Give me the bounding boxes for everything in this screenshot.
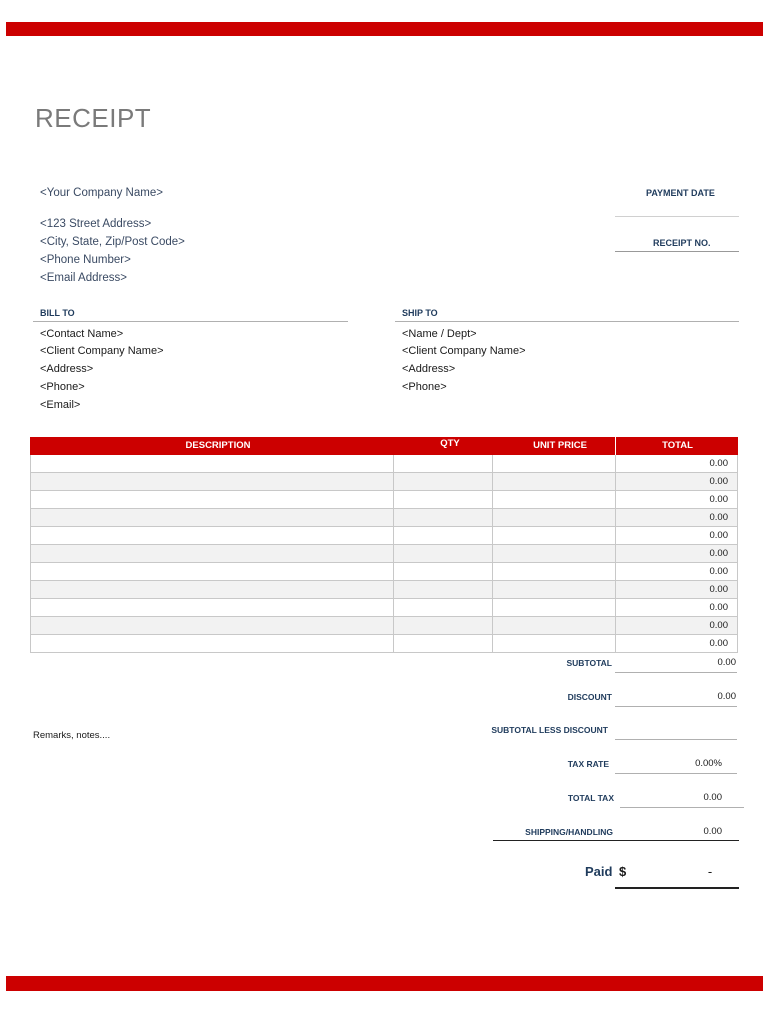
ship-to-phone: <Phone>: [402, 381, 447, 393]
cell-qty[interactable]: [393, 563, 492, 581]
cell-unit-price[interactable]: [492, 563, 615, 581]
cell-description[interactable]: [30, 563, 393, 581]
cell-unit-price[interactable]: [492, 509, 615, 527]
tax-rate-label: TAX RATE: [567, 759, 609, 769]
cell-description[interactable]: [30, 581, 393, 599]
cell-qty[interactable]: [393, 509, 492, 527]
bill-to-heading: BILL TO: [40, 308, 75, 318]
table-row: [30, 581, 738, 599]
bill-to-divider: [33, 321, 348, 322]
cell-unit-price[interactable]: [492, 455, 615, 473]
cell-unit-price[interactable]: [492, 581, 615, 599]
cell-qty[interactable]: [393, 491, 492, 509]
cell-description[interactable]: [30, 617, 393, 635]
cell-total: 0.00: [615, 455, 738, 473]
paid-value: -: [707, 864, 713, 879]
cell-description[interactable]: [30, 509, 393, 527]
cell-qty[interactable]: [393, 527, 492, 545]
total-tax-value: 0.00: [703, 792, 722, 803]
table-row: [30, 473, 738, 491]
cell-qty[interactable]: [393, 599, 492, 617]
header-unit-price: UNIT PRICE: [533, 440, 587, 451]
remarks-text[interactable]: Remarks, notes....: [33, 730, 111, 741]
cell-qty[interactable]: [393, 545, 492, 563]
cell-description[interactable]: [30, 635, 393, 653]
cell-qty[interactable]: [393, 617, 492, 635]
subtotal-label: SUBTOTAL: [566, 658, 612, 668]
shipping-underline: [493, 840, 739, 841]
cell-qty[interactable]: [393, 581, 492, 599]
company-street: <123 Street Address>: [40, 218, 152, 230]
bill-to-email: <Email>: [40, 399, 81, 411]
discount-label: DISCOUNT: [567, 692, 612, 702]
company-email: <Email Address>: [40, 272, 127, 284]
bill-to-company: <Client Company Name>: [40, 345, 164, 357]
header-total: TOTAL: [615, 437, 739, 455]
page-title: RECEIPT: [35, 103, 152, 133]
company-phone: <Phone Number>: [40, 254, 131, 266]
cell-unit-price[interactable]: [492, 527, 615, 545]
cell-description[interactable]: [30, 599, 393, 617]
header-qty: QTY: [440, 438, 460, 449]
table-row: [30, 509, 738, 527]
cell-description[interactable]: [30, 473, 393, 491]
discount-underline: [615, 706, 737, 707]
total-tax-label: TOTAL TAX: [567, 793, 614, 803]
cell-unit-price[interactable]: [492, 545, 615, 563]
table-row: [30, 617, 738, 635]
discount-value[interactable]: 0.00: [717, 691, 736, 702]
bill-to-contact: <Contact Name>: [40, 328, 124, 340]
ship-to-divider: [395, 321, 739, 322]
cell-unit-price[interactable]: [492, 617, 615, 635]
cell-description[interactable]: [30, 455, 393, 473]
ship-to-address: <Address>: [402, 363, 456, 375]
cell-total: 0.00: [615, 563, 738, 581]
cell-description[interactable]: [30, 545, 393, 563]
cell-unit-price[interactable]: [492, 491, 615, 509]
paid-currency: $: [619, 864, 627, 879]
cell-total: 0.00: [615, 509, 738, 527]
subtotal-underline: [615, 672, 737, 673]
table-row: [30, 545, 738, 563]
shipping-label: SHIPPING/HANDLING: [525, 827, 613, 837]
table-row: [30, 527, 738, 545]
cell-description[interactable]: [30, 491, 393, 509]
cell-total: 0.00: [615, 635, 738, 653]
tax-rate-underline: [615, 773, 737, 774]
header-description: DESCRIPTION: [185, 440, 251, 451]
cell-unit-price[interactable]: [492, 599, 615, 617]
subtotal-less-discount-label: SUBTOTAL LESS DISCOUNT: [491, 725, 608, 735]
bottom-accent-bar: [6, 976, 763, 991]
bill-to-address: <Address>: [40, 363, 94, 375]
ship-to-name: <Name / Dept>: [402, 328, 477, 340]
cell-qty[interactable]: [393, 473, 492, 491]
bill-to-phone: <Phone>: [40, 381, 85, 393]
items-table-header: [30, 437, 738, 455]
total-tax-underline: [620, 807, 744, 808]
cell-unit-price[interactable]: [492, 635, 615, 653]
tax-rate-value[interactable]: 0.00%: [695, 758, 722, 769]
table-row: [30, 635, 738, 653]
cell-total: 0.00: [615, 581, 738, 599]
cell-total: 0.00: [615, 617, 738, 635]
paid-underline: [615, 887, 739, 889]
cell-description[interactable]: [30, 527, 393, 545]
subtotal-less-discount-underline: [615, 739, 737, 740]
cell-total: 0.00: [615, 545, 738, 563]
company-name: <Your Company Name>: [40, 187, 163, 199]
table-row: [30, 491, 738, 509]
items-table-body: [30, 455, 738, 653]
table-row: [30, 455, 738, 473]
table-row: [30, 563, 738, 581]
company-city: <City, State, Zip/Post Code>: [40, 236, 185, 248]
ship-to-company: <Client Company Name>: [402, 345, 526, 357]
table-row: [30, 599, 738, 617]
cell-total: 0.00: [615, 527, 738, 545]
cell-total: 0.00: [615, 599, 738, 617]
cell-total: 0.00: [615, 491, 738, 509]
receipt-no-label: RECEIPT NO.: [653, 238, 711, 248]
cell-total: 0.00: [615, 473, 738, 491]
ship-to-heading: SHIP TO: [402, 308, 438, 318]
shipping-value[interactable]: 0.00: [703, 826, 722, 837]
payment-date-field[interactable]: [615, 216, 739, 217]
paid-label: Paid: [585, 864, 613, 879]
cell-qty[interactable]: [393, 635, 492, 653]
payment-date-label: PAYMENT DATE: [646, 188, 715, 198]
receipt-no-field[interactable]: [615, 251, 739, 252]
cell-unit-price[interactable]: [492, 473, 615, 491]
subtotal-value: 0.00: [717, 657, 736, 668]
top-accent-bar: [6, 22, 763, 36]
cell-qty[interactable]: [393, 455, 492, 473]
